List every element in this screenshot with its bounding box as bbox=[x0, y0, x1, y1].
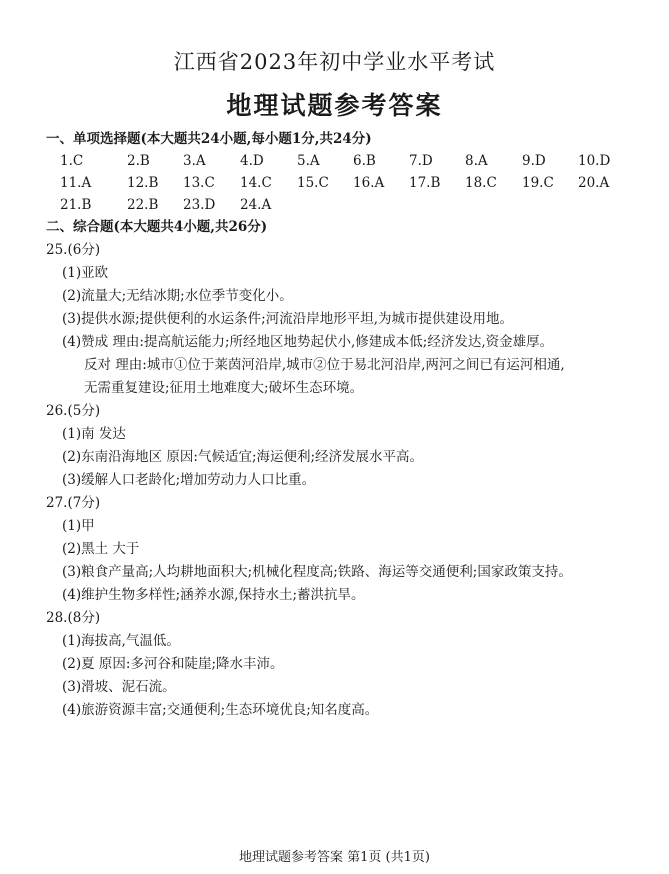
answer-line: (3)提供水源;提供便利的水运条件;河流沿岸地形平坦,为城市提供建设用地。 bbox=[62, 311, 514, 327]
answer-line: (2)夏 原因:多河谷和陡崖;降水丰沛。 bbox=[62, 656, 284, 672]
answer-line: (4)维护生物多样性;涵养水源,保持水土;蓄洪抗旱。 bbox=[62, 587, 365, 603]
answer-line: (2)东南沿海地区 原因:气候适宜;海运便利;经济发展水平高。 bbox=[62, 449, 424, 465]
answer-line: (4)旅游资源丰富;交通便利;生态环境优良;知名度高。 bbox=[62, 702, 379, 718]
answer-line: (1)海拔高,气温低。 bbox=[62, 633, 180, 649]
mc-answer: 5.A bbox=[297, 153, 320, 169]
section1-heading: 一、单项选择题(本大题共24小题,每小题1分,共24分) bbox=[46, 131, 372, 147]
mc-answer: 14.C bbox=[240, 175, 272, 191]
page-footer: 地理试题参考答案 第1页 (共1页) bbox=[239, 850, 430, 865]
mc-answer: 15.C bbox=[297, 175, 329, 191]
question-number: 27.(7分) bbox=[46, 495, 101, 511]
answer-line: 反对 理由:城市①位于莱茵河沿岸,城市②位于易北河沿岸,两河之间已有运河相通, bbox=[84, 357, 565, 373]
mc-answer: 1.C bbox=[60, 153, 84, 169]
answer-line: (4)赞成 理由:提高航运能力;所经地区地势起伏小,修建成本低;经济发达,资金雄厚。 bbox=[62, 334, 554, 350]
answer-line: (1)甲 bbox=[62, 518, 95, 534]
mc-answer: 24.A bbox=[240, 197, 272, 213]
section2-heading: 二、综合题(本大题共4小题,共26分) bbox=[46, 219, 268, 235]
mc-answer: 16.A bbox=[353, 175, 385, 191]
mc-answer: 19.C bbox=[522, 175, 554, 191]
mc-answer: 4.D bbox=[240, 153, 264, 169]
exam-title: 江西省2023年初中学业水平考试 bbox=[173, 50, 496, 74]
answer-line: 无需重复建设;征用土地难度大;破坏生态环境。 bbox=[84, 380, 364, 396]
answer-line: (3)缓解人口老龄化;增加劳动力人口比重。 bbox=[62, 472, 316, 488]
mc-answer: 21.B bbox=[60, 197, 92, 213]
mc-answer: 12.B bbox=[127, 175, 159, 191]
mc-answer-row-3 bbox=[0, 196, 669, 214]
mc-answer: 22.B bbox=[127, 197, 159, 213]
mc-answer: 2.B bbox=[127, 153, 150, 169]
mc-answer-row-1 bbox=[0, 152, 669, 170]
answer-line: (3)粮食产量高;人均耕地面积大;机械化程度高;铁路、海运等交通便利;国家政策支持。 bbox=[62, 564, 572, 580]
answer-line: (2)流量大;无结冰期;水位季节变化小。 bbox=[62, 288, 293, 304]
mc-answer: 17.B bbox=[409, 175, 441, 191]
mc-answer: 7.D bbox=[409, 153, 433, 169]
mc-answer: 23.D bbox=[183, 197, 216, 213]
answer-line: (3)滑坡、泥石流。 bbox=[62, 679, 176, 695]
mc-answer: 13.C bbox=[183, 175, 215, 191]
mc-answer: 18.C bbox=[465, 175, 497, 191]
answer-line: (2)黑土 大于 bbox=[62, 541, 140, 557]
mc-answer: 8.A bbox=[465, 153, 488, 169]
mc-answer: 20.A bbox=[578, 175, 610, 191]
question-number: 25.(6分) bbox=[46, 242, 101, 258]
document-title: 地理试题参考答案 bbox=[226, 91, 443, 120]
answer-line: (1)亚欧 bbox=[62, 265, 109, 281]
mc-answer: 10.D bbox=[578, 153, 611, 169]
answer-line: (1)南 发达 bbox=[62, 426, 126, 442]
mc-answer: 6.B bbox=[353, 153, 376, 169]
mc-answer: 9.D bbox=[522, 153, 546, 169]
question-number: 28.(8分) bbox=[46, 610, 101, 626]
mc-answer: 3.A bbox=[183, 153, 206, 169]
mc-answer: 11.A bbox=[60, 175, 92, 191]
mc-answer-row-2 bbox=[0, 174, 669, 192]
question-number: 26.(5分) bbox=[46, 403, 101, 419]
